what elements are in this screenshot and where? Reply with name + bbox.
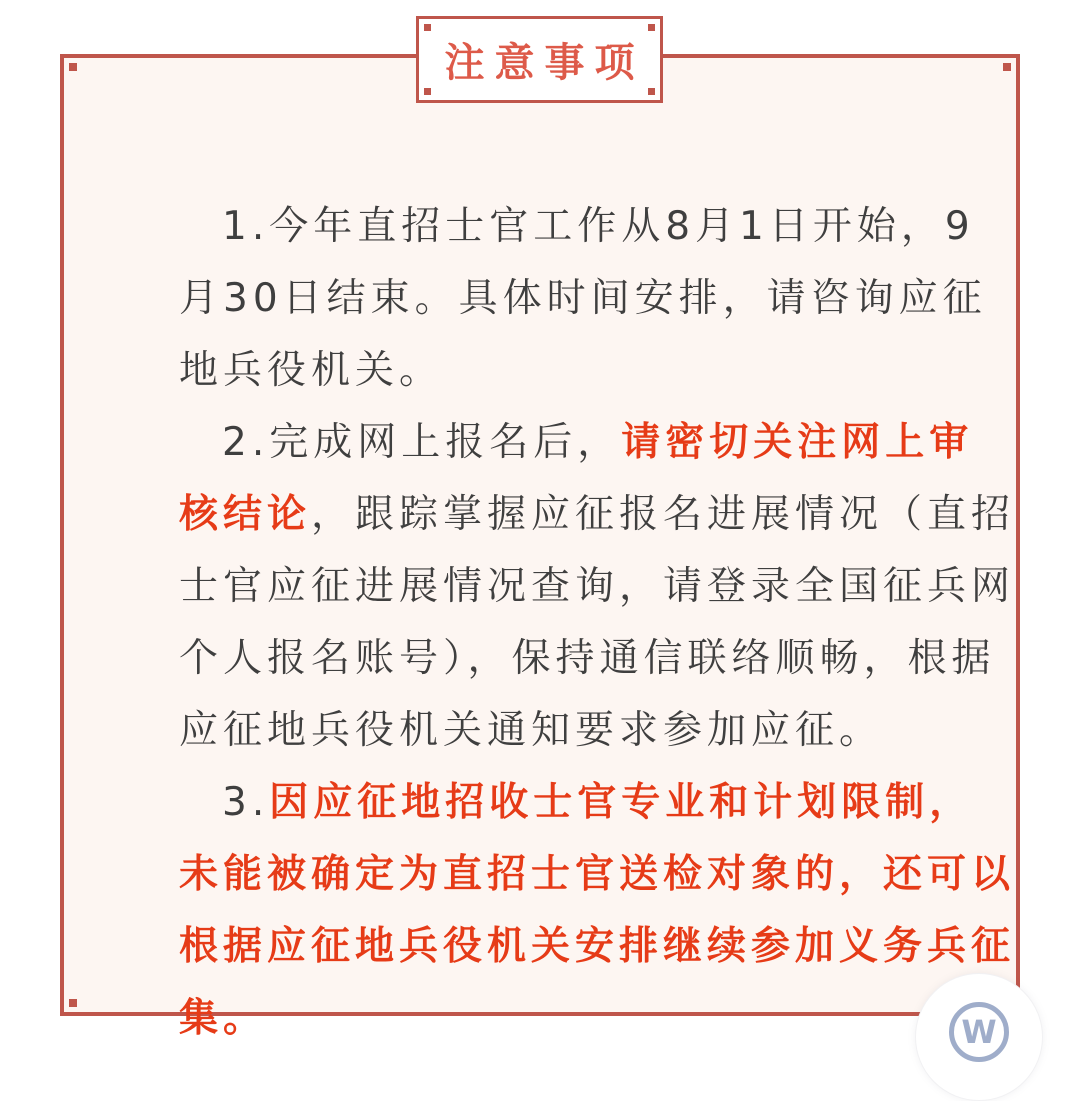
notice-body (179, 191, 1035, 1055)
watermark-badge[interactable] (915, 973, 1043, 1101)
body-text: 应征地兵役机关通知要求参加应征。 (179, 708, 884, 753)
emphasis-text: 因应征地招收士官专业和计划限制， (269, 780, 974, 825)
notice-line (179, 911, 1035, 983)
notice-line (179, 263, 1035, 335)
notice-line (179, 983, 1035, 1055)
emphasis-text: 未能被确定为直招士官送检对象的，还可以 (179, 852, 1016, 897)
emphasis-text: 集。 (179, 996, 268, 1041)
notice-line (179, 767, 1035, 839)
notice-line (179, 695, 1035, 767)
frame-corner-square (69, 63, 77, 71)
body-text: 2.完成网上报名后， (222, 420, 622, 465)
notice-line (179, 551, 1035, 623)
notice-frame (60, 54, 1020, 1041)
w-logo-letter: W (961, 1013, 997, 1051)
title-corner-square (424, 24, 431, 31)
notice-line (179, 407, 1035, 479)
title-corner-square (648, 88, 655, 95)
notice-title-box (416, 16, 663, 103)
body-text: 地兵役机关。 (179, 348, 444, 393)
emphasis-text: 请密切关注网上审 (621, 420, 974, 465)
emphasis-text: 核结论 (179, 492, 312, 537)
body-text: ，跟踪掌握应征报名进展情况（直招 (311, 492, 1016, 537)
title-corner-square (648, 24, 655, 31)
title-corner-square (424, 88, 431, 95)
body-text: 月30日结束。具体时间安排，请咨询应征 (179, 276, 987, 321)
body-text: 士官应征进展情况查询，请登录全国征兵网 (179, 564, 1016, 609)
notice-line (179, 335, 1035, 407)
body-text: 个人报名账号），保持通信联络顺畅，根据 (179, 636, 996, 681)
notice-line (179, 623, 1035, 695)
page-title: 注意事项 (444, 40, 645, 86)
frame-corner-square (1003, 63, 1011, 71)
emphasis-text: 根据应征地兵役机关安排继续参加义务兵征 (179, 924, 1016, 969)
w-logo-icon (949, 1002, 1009, 1062)
frame-corner-square (69, 999, 77, 1007)
notice-line (179, 839, 1035, 911)
notice-line (179, 479, 1035, 551)
body-text: 1.今年直招士官工作从8月1日开始，9 (222, 204, 975, 249)
notice-line (179, 191, 1035, 263)
body-text: 3. (222, 780, 270, 825)
